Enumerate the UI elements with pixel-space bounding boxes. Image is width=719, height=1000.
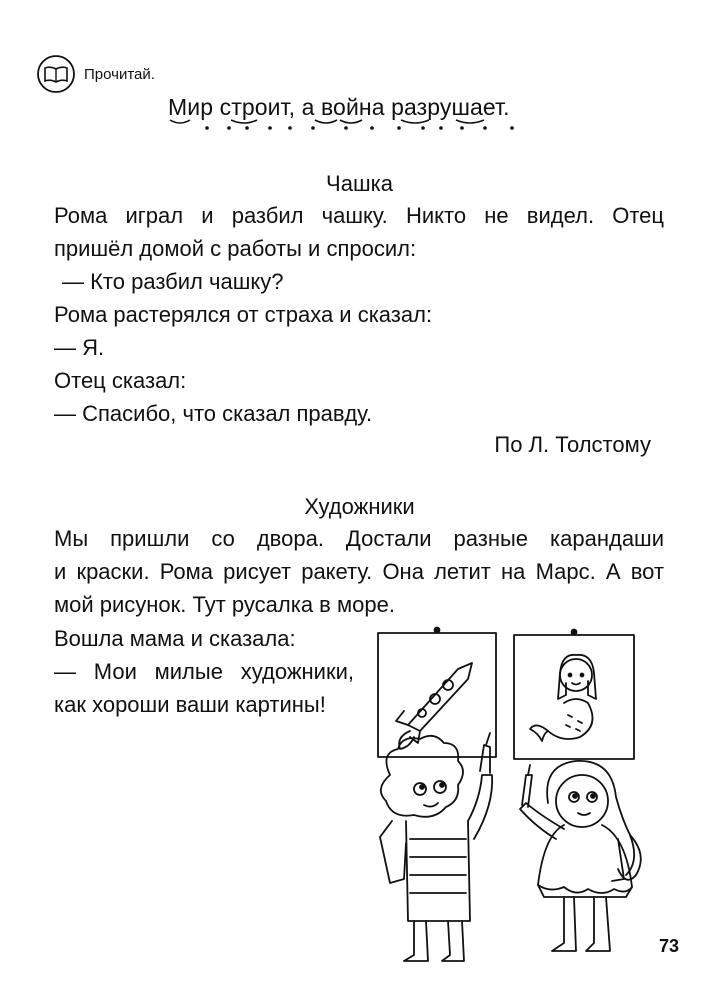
boy-figure xyxy=(380,733,492,961)
proverb-text: Мир строит, а война разрушает. xyxy=(168,94,510,120)
story1-line5: — Я. xyxy=(54,335,105,360)
story2-title: Художники xyxy=(304,494,415,519)
story1-line1: Рома играл и разбил чашку. Никто не видел. Отец xyxy=(54,203,664,228)
instruction-text: Прочитай. xyxy=(84,65,155,83)
story1-line3: — Кто разбил чашку? xyxy=(62,269,284,294)
story1-line6: Отец сказал: xyxy=(54,368,187,393)
story1-line7: — Спасибо, что сказал правду. xyxy=(54,401,373,426)
page-number: 73 xyxy=(658,936,679,956)
story2-paragraph-1 xyxy=(54,522,664,588)
story2-line6: как хороши ваши картины! xyxy=(54,692,326,717)
story2-line3: мой рисунок. Тут русалка в море. xyxy=(54,592,395,617)
story2-line4: Вошла мама и сказала: xyxy=(54,626,296,651)
story2-line1: Мы пришли со двора. Достали разные карандаши xyxy=(54,526,664,551)
story1-title: Чашка xyxy=(326,171,393,196)
girl-figure xyxy=(520,761,641,951)
story1-line4: Рома растерялся от страха и сказал: xyxy=(54,302,433,327)
story1-paragraph-1 xyxy=(54,199,664,232)
syllable-marks xyxy=(0,88,719,134)
story1-author: По Л. Толстому xyxy=(494,432,651,457)
children-drawing-illustration xyxy=(330,625,660,965)
story1-line2: пришёл домой с работы и спросил: xyxy=(54,236,417,261)
story2-line2: и краски. Рома рисует ракету. Она летит на Марс. А вот xyxy=(54,559,664,584)
story2-line5: — Мои милые художники, xyxy=(54,659,354,684)
proverb xyxy=(0,88,719,134)
